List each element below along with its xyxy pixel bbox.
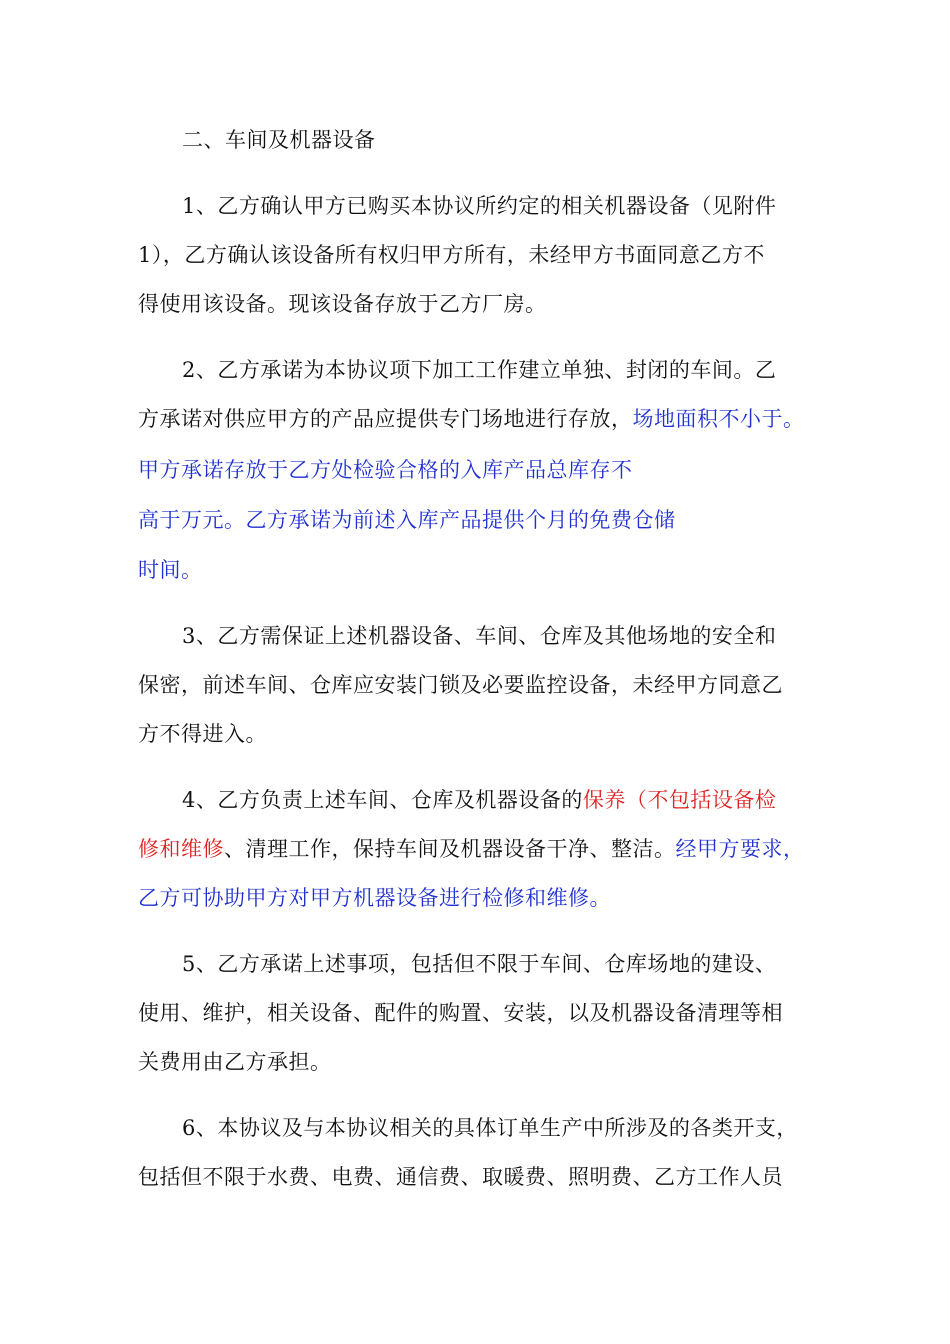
paragraph-6-line-2: 包括但不限于水费、电费、通信费、取暖费、照明费、乙方工作人员 (138, 1165, 783, 1189)
paragraph-4-line-1-text: 4、乙方负责上述车间、仓库及机器设备的 (182, 788, 583, 812)
section-heading: 二、车间及机器设备 (182, 128, 376, 152)
paragraph-5-line-2: 使用、维护，相关设备、配件的购置、安装，以及机器设备清理等相 (138, 1001, 783, 1025)
paragraph-4-line-3: 乙方可协助甲方对甲方机器设备进行检修和维修。 (138, 886, 611, 910)
paragraph-2-line-4: 高于万元。乙方承诺为前述入库产品提供个月的免费仓储 (138, 508, 676, 532)
paragraph-1-line-2: 1），乙方确认该设备所有权归甲方所有，未经甲方书面同意乙方不 (138, 243, 765, 267)
paragraph-2-line-5: 时间。 (138, 558, 203, 582)
paragraph-4-line-2 (138, 835, 805, 863)
paragraph-4-line-1 (182, 786, 776, 814)
paragraph-3-line-3: 方不得进入。 (138, 722, 267, 746)
paragraph-3-line-2: 保密，前述车间、仓库应安装门锁及必要监控设备，未经甲方同意乙 (138, 673, 783, 697)
paragraph-2-line-2 (138, 405, 805, 433)
paragraph-4-blue-highlight-1: 经甲方要求， (675, 837, 805, 861)
paragraph-4-line-2-text: 、清理工作，保持车间及机器设备干净、整洁。 (224, 837, 676, 861)
paragraph-2-line-1: 2、乙方承诺为本协议项下加工工作建立单独、封闭的车间。乙 (182, 358, 777, 382)
paragraph-2-line-3: 甲方承诺存放于乙方处检验合格的入库产品总库存不 (138, 458, 633, 482)
paragraph-5-line-1: 5、乙方承诺上述事项，包括但不限于车间、仓库场地的建设、 (182, 952, 777, 976)
paragraph-6-line-1: 6、本协议及与本协议相关的具体订单生产中所涉及的各类开支， (182, 1116, 798, 1140)
paragraph-3-line-1: 3、乙方需保证上述机器设备、车间、仓库及其他场地的安全和 (182, 624, 777, 648)
paragraph-1-line-3: 得使用该设备。现该设备存放于乙方厂房。 (138, 292, 547, 316)
paragraph-2-line-2-text: 方承诺对供应甲方的产品应提供专门场地进行存放， (138, 407, 633, 431)
paragraph-1-line-1: 1、乙方确认甲方已购买本协议所约定的相关机器设备（见附件 (182, 194, 777, 218)
paragraph-2-highlight-area: 场地面积不小于。 (632, 407, 805, 431)
paragraph-5-line-3: 关费用由乙方承担。 (138, 1050, 332, 1074)
paragraph-4-red-highlight-2: 修和维修 (138, 837, 224, 861)
paragraph-4-red-highlight-1: 保养（不包括设备检 (582, 788, 777, 812)
